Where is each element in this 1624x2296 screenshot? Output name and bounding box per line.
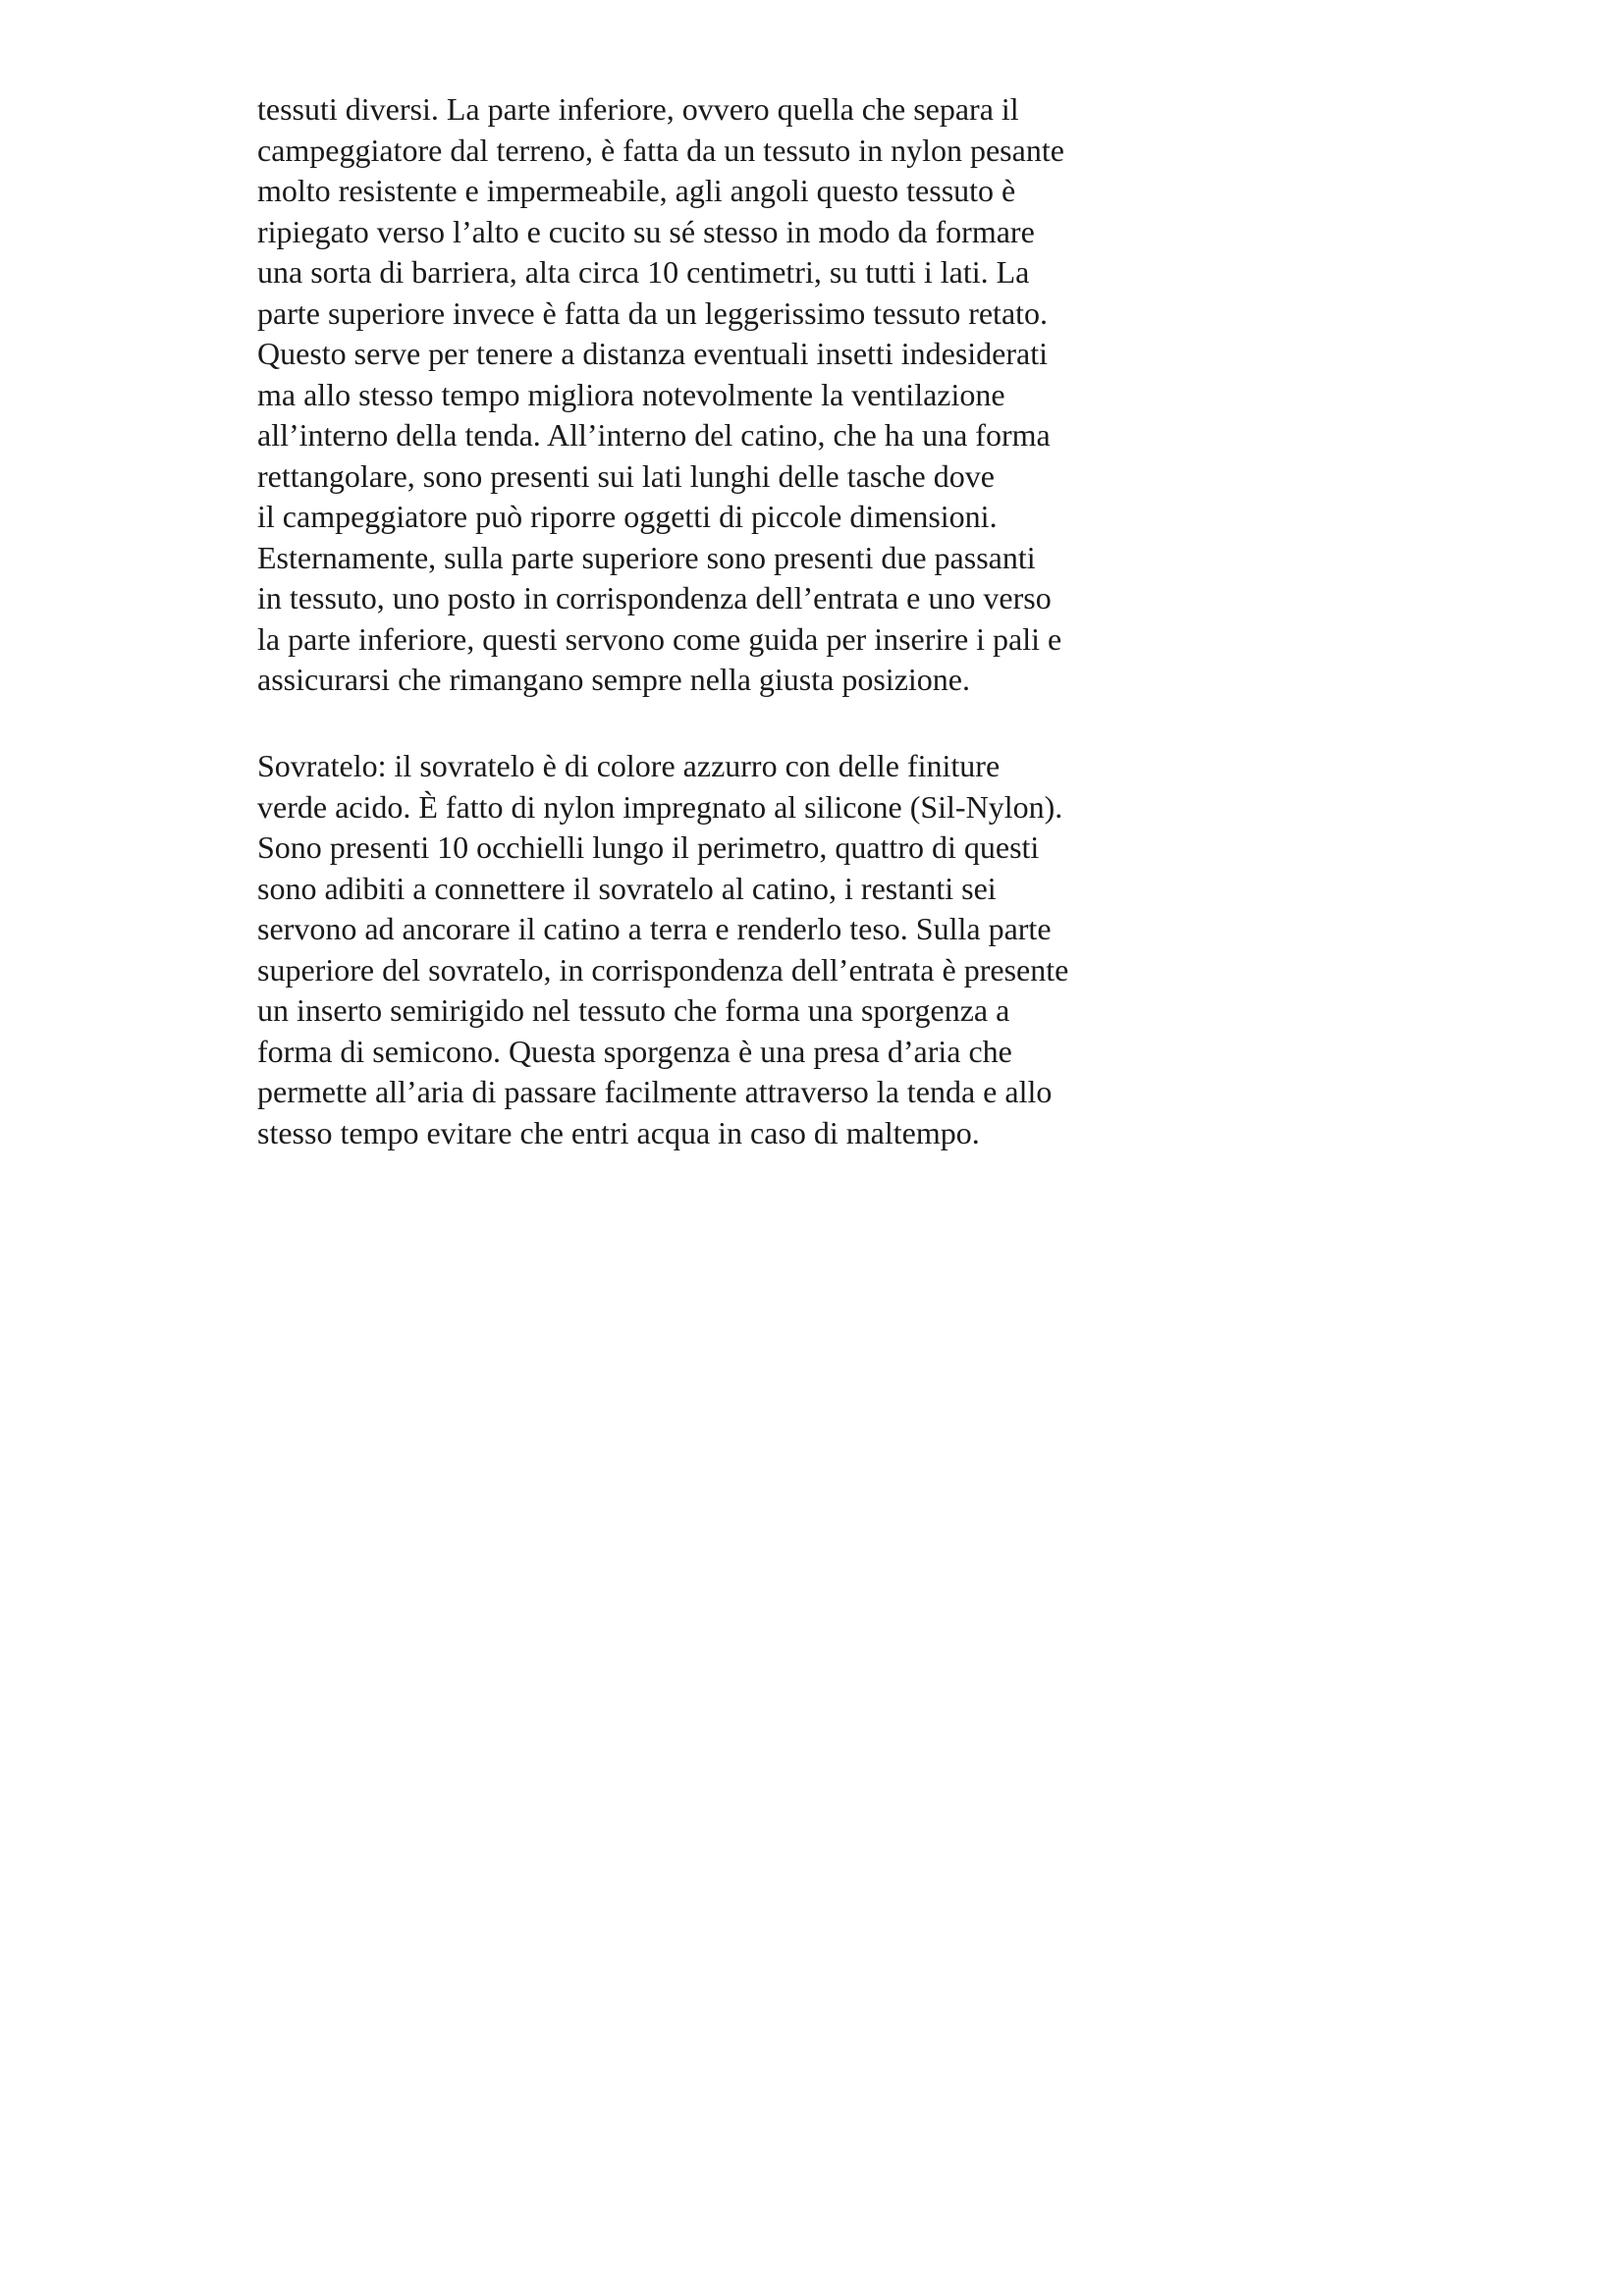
- paragraph-line: superiore del sovratelo, in corrispondenza dell’entrata è presente: [257, 951, 1069, 988]
- paragraph-groundsheet: [257, 89, 1239, 701]
- paragraph-line: servono ad ancorare il catino a terra e renderlo teso. Sulla parte: [257, 911, 1052, 946]
- paragraph-line: ma allo stesso tempo migliora notevolmente la ventilazione: [257, 376, 1005, 412]
- paragraph-line: rettangolare, sono presenti sui lati lunghi delle tasche dove: [257, 457, 995, 494]
- paragraph-line: una sorta di barriera, alta circa 10 centimetri, su tutti i lati. La: [257, 254, 1030, 290]
- paragraph-line: stesso tempo evitare che entri acqua in caso di maltempo.: [257, 1114, 980, 1150]
- paragraph-line: verde acido. È fatto di nylon impregnato al silicone (Sil-Nylon).: [257, 788, 1063, 825]
- paragraph-line: molto resistente e impermeabile, agli angoli questo tessuto è: [257, 173, 1016, 208]
- paragraph-line: permette all’aria di passare facilmente attraverso la tenda e allo: [257, 1074, 1053, 1109]
- paragraph-line: Sono presenti 10 occhielli lungo il perimetro, quattro di questi: [257, 829, 1040, 865]
- paragraph-line: in tessuto, uno posto in corrispondenza dell’entrata e uno verso: [257, 580, 1052, 615]
- paragraph-line: ripiegato verso l’alto e cucito su sé stesso in modo da formare: [257, 213, 1035, 249]
- paragraph-line: forma di semicono. Questa sporgenza è una presa d’aria che: [257, 1033, 1012, 1069]
- paragraph-line: un inserto semirigido nel tessuto che forma una sporgenza a: [257, 992, 1010, 1028]
- paragraph-line: tessuti diversi. La parte inferiore, ovvero quella che separa il: [257, 91, 1019, 127]
- paragraph-line: Esternamente, sulla parte superiore sono presenti due passanti: [257, 539, 1036, 575]
- paragraph-line: la parte inferiore, questi servono come guida per inserire i pali e: [257, 620, 1062, 657]
- paragraph-rainfly: [257, 746, 1239, 1153]
- paragraph-line: parte superiore invece è fatta da un leggerissimo tessuto retato.: [257, 294, 1049, 331]
- paragraph-line: Sovratelo: il sovratelo è di colore azzurro con delle finiture: [257, 748, 1001, 783]
- paragraph-line: campeggiatore dal terreno, è fatta da un tessuto in nylon pesante: [257, 132, 1064, 168]
- paragraph-line: il campeggiatore può riporre oggetti di piccole dimensioni.: [257, 499, 998, 534]
- paragraph-line: assicurarsi che rimangano sempre nella giusta posizione.: [257, 662, 970, 697]
- paragraph-line: Questo serve per tenere a distanza eventuali insetti indesiderati: [257, 336, 1049, 371]
- paragraph-line: all’interno della tenda. All’interno del catino, che ha una forma: [257, 417, 1051, 453]
- paragraph-line: sono adibiti a connettere il sovratelo al catino, i restanti sei: [257, 870, 997, 906]
